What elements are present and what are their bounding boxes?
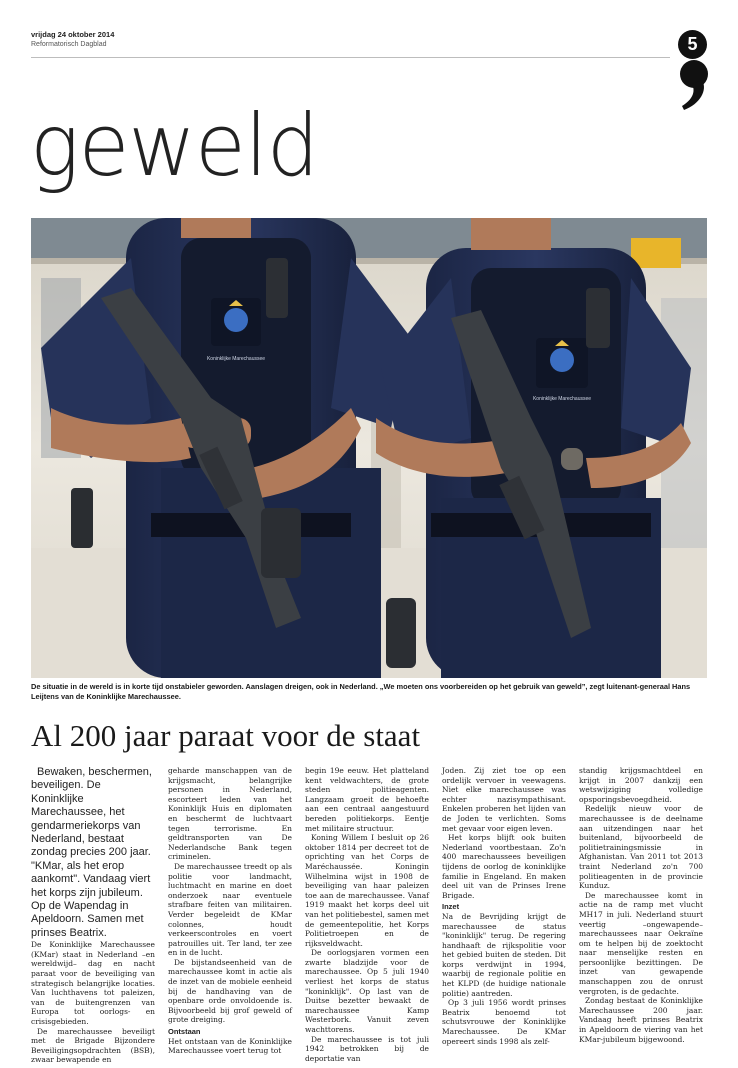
photo-caption: De situatie in de wereld is in korte tijd onstabieler geworden. Aanslagen dreigen, ook in Nederland. „We moeten ons voorbereiden op het gebruik van geweld”, zegt luitenant-generaal Hans Leijtens van de Koninklijke Marechaussee.: [31, 682, 691, 701]
paragraph: Het korps blijft ook buiten Nederland voortbestaan. Zo'n 400 marechaussees beveiligen tijdens de oorlog de koninklijke familie in Engeland. En maken deel uit van de Prinses Irene Brigade.: [442, 833, 566, 900]
paragraph: Zondag bestaat de Koninklijke Marechaussee 200 jaar. Vandaag heeft prinses Beatrix in Apeldoorn de viering van het KMar-jubileum bijgewoond.: [579, 996, 703, 1044]
page-number-badge: 5: [678, 30, 707, 59]
paragraph: Redelijk nieuw voor de marechaussee is de deelname aan uitzendingen naar het buitenland, bijvoorbeeld de politietrainingsmissie in Afghanistan. Van 2011 tot 2013 traint Nederland zo'n 700 politieagenten in de provincie Kunduz.: [579, 804, 703, 891]
comma-logo-icon: [678, 56, 710, 110]
paragraph: De oorlogsjaren vormen een zwarte bladzijde voor de marechaussee. Op 5 juli 1940 verliest het korps de status "koninklijk". Op last van de Duitse bezetter bewaakt de marechaussee Kamp Westerbork. Vanuit zeven wachttorens.: [305, 948, 429, 1035]
paragraph: Op 3 juli 1956 wordt prinses Beatrix benoemd tot schutsvrouwe der Koninklijke Marechaussee. De KMar opereert sinds 1998 als zelf-: [442, 998, 566, 1046]
paragraph: Na de Bevrijding krijgt de marechaussee de status "koninklijk" terug. De regering handhaaft de rijkspolitie voor het gebied buiten de steden. Dit korps verdwijnt in 1994, waarbij de regionale politie en het KLPD (de huidige nationale politie) aantreden.: [442, 911, 566, 998]
column-3: [305, 766, 429, 1063]
article-lead: Bewaken, beschermen, beveiligen. De Koninklijke Marechaussee, het gendarmeriekorps van Nederland, bestaat zondag precies 200 jaar. "KMar, als het erop aankomt". Vandaag viert het korps zijn jubileum. Op de Wapendag in Apeldoorn. Samen met prinses Beatrix.: [31, 766, 152, 939]
issue-date: vrijdag 24 oktober 2014: [31, 30, 115, 39]
newspaper-name: Reformatorisch Dagblad: [31, 41, 107, 48]
article-body: [31, 766, 707, 1065]
paragraph: De marechaussee is tot juli 1942 betrokken bij de deportatie van: [305, 1034, 429, 1063]
paragraph: De marechaussee beveiligt met de Brigade Bijzondere Beveiligingsopdrachten (BSB), zwaar bewapende en: [31, 1026, 155, 1065]
paragraph: De bijstandseenheid van de marechaussee komt in actie als de inzet van de mobiele eenheid bij de handhaving van de openbare orde onvoldoende is. Bijvoorbeeld bij grof geweld of grote dreiging.: [168, 957, 292, 1025]
patch-label-left: Koninklijke Marechaussee: [206, 356, 266, 362]
paragraph: Joden. Zij ziet toe op een ordelijk vervoer in veewagens. Niet elke marechaussee was echter nazisympathisant. Enkelen proberen het lijden van de Joden te verlichten. Soms met gevaar voor eigen leven.: [442, 766, 566, 833]
paragraph: De marechaussee treedt op als politie voor landmacht, luchtmacht en marine en doet onderzoek naar eventuele strafbare feiten van militairen. Verder begeleidt de KMar colonnes, houdt verkeerscontroles en voert patrouilles uit. Ter land, ter zee en in de lucht.: [168, 861, 292, 958]
subheading-inzet: Inzet: [442, 902, 460, 912]
paragraph: Het ontstaan van de Koninklijke Marechaussee voert terug tot: [168, 1036, 292, 1056]
article-headline: Al 200 jaar paraat voor de staat: [31, 718, 421, 753]
paragraph: De marechaussee komt in actie na de ramp met vlucht MH17 in juli. Nederland stuurt veertig –ongewapende– marechaussees naar Oekraïne om te helpen bij de zoektocht naar menselijke resten en persoonlijke bezittingen. De inzet van gewapende manschappen zou de onrust vergroten, is de gedachte.: [579, 890, 703, 996]
paragraph: De Koninklijke Marechaussee (KMar) staat in Nederland –en wereldwijd– dag en nacht paraat voor de beveiliging van strategisch belangrijke locaties. Van luchthavens tot paleizen, van de buitengrenzen van Europa tot oorlogs- en crisisgebieden.: [31, 940, 155, 1027]
section-title: geweld: [30, 96, 319, 196]
paragraph: geharde manschappen van de krijgsmacht, belangrijke personen in Nederland, escorteert leden van het Koninklijk Huis en diplomaten en beschermt de luchtvaart tegen terrorisme. En geldtransporten van De Nederlandsche Bank tegen criminelen.: [168, 766, 292, 862]
photo-marechaussee-guards: [31, 218, 707, 678]
patch-label-right: Koninklijke Marechaussee: [532, 396, 592, 402]
column-2: [168, 766, 292, 1056]
header-rule: [31, 57, 670, 58]
paragraph: Koning Willem I besluit op 26 oktober 1814 per decreet tot de oprichting van het Corps de Maréchaussée. Koningin Wilhelmina wijst in 1908 de beveiliging van haar paleizen toe aan de marechaussee. Vanaf 1919 maakt het korps deel uit van het politiebestel, samen met de gemeentepolitie, het Korps Politietroepen en de rijksveldwacht.: [305, 833, 429, 948]
subheading-ontstaan: Ontstaan: [168, 1027, 201, 1037]
column-5: [579, 766, 703, 1044]
paragraph: begin 19e eeuw. Het platteland kent veldwachters, de grote steden politieagenten. Langzaam groeit de behoefte aan een centraal aangestuurd bereden politiekorps. Eentje met militaire structuur.: [305, 766, 429, 833]
column-4: [442, 766, 566, 1046]
column-1: [31, 766, 155, 1065]
paragraph: standig krijgsmachtdeel en krijgt in 2007 dankzij een wetswijziging volledige opsporingsbevoegdheid.: [579, 766, 703, 804]
masthead: [31, 30, 707, 49]
